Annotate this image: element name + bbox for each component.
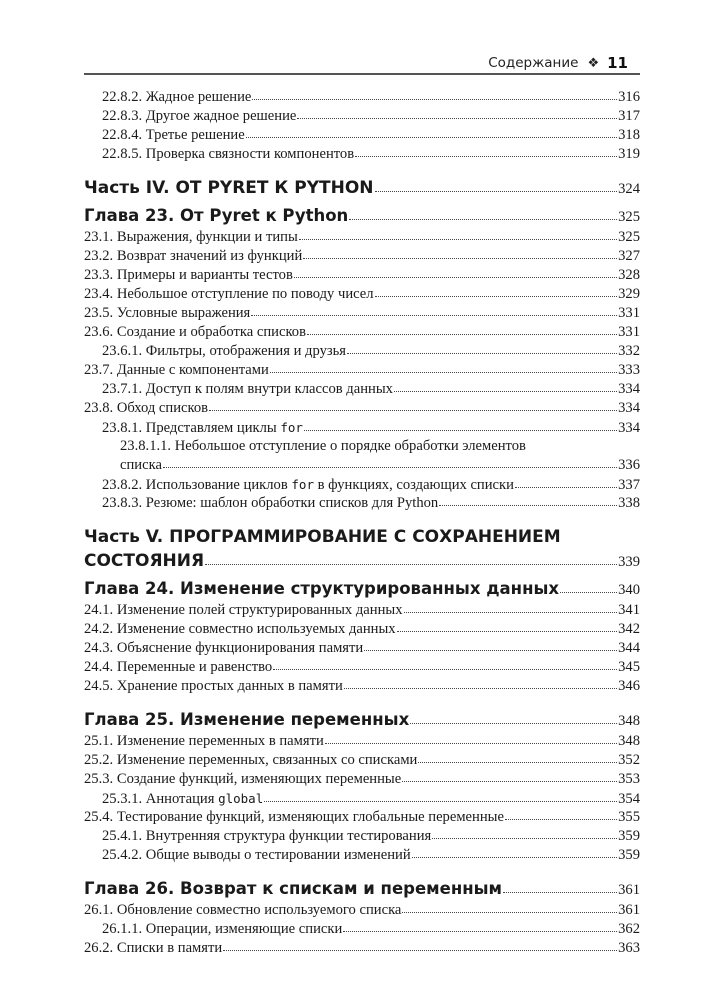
dot-leader	[402, 781, 617, 782]
dot-leader	[347, 353, 617, 354]
dot-leader	[560, 592, 617, 593]
entry-page: 355	[618, 809, 640, 825]
part-title: Часть IV. ОТ PYRET К PYTHON	[84, 178, 374, 198]
entry-title: 24.2. Изменение совместно используемых данных	[84, 621, 396, 637]
entry-title: 23.5. Условные выражения	[84, 305, 251, 321]
dot-leader	[375, 191, 618, 192]
entry-text: 23.8.1. Представляем циклы	[102, 420, 281, 436]
entry-page: 331	[618, 324, 640, 340]
dot-leader	[304, 430, 617, 431]
toc-entry[interactable]	[84, 732, 640, 751]
toc-entry[interactable]	[84, 475, 640, 494]
dot-leader	[343, 931, 617, 932]
toc-entry-line1[interactable]: 23.8.1.1. Небольшое отступление о порядке обработки элементов	[120, 438, 526, 454]
dot-leader	[251, 315, 617, 316]
entry-title: Проверка связности компонентов	[145, 146, 355, 162]
entry-page: 318	[618, 127, 640, 143]
dot-leader	[412, 857, 617, 858]
entry-text: 25.3.1. Аннотация	[102, 791, 219, 807]
entry-title: 23.2. Возврат значений из функций	[84, 248, 303, 264]
entry-title: 24.4. Переменные и равенство	[84, 659, 273, 675]
dot-leader	[397, 631, 618, 632]
dot-leader	[404, 612, 618, 613]
dot-leader	[375, 296, 618, 297]
entry-title: 24.1. Изменение полей структурированных данных	[84, 602, 403, 618]
entry-page: 341	[618, 602, 640, 618]
entry-page: 363	[618, 940, 640, 956]
dot-leader	[252, 99, 617, 100]
toc-entry[interactable]	[84, 126, 640, 145]
dot-leader	[299, 239, 617, 240]
toc-entry[interactable]	[84, 789, 640, 808]
toc-entry[interactable]	[84, 380, 640, 399]
entry-title: Другое жадное решение	[145, 108, 297, 124]
dot-leader	[209, 410, 617, 411]
toc-entry[interactable]	[84, 827, 640, 846]
entry-page: 340	[618, 582, 640, 598]
entry-page: 334	[618, 381, 640, 397]
entry-page: 348	[618, 713, 640, 729]
dot-leader	[402, 912, 617, 913]
dot-leader	[439, 505, 617, 506]
toc-entry[interactable]	[84, 285, 640, 304]
entry-page: 333	[618, 362, 640, 378]
toc-chapter-23[interactable]	[84, 204, 640, 228]
entry-page: 325	[618, 209, 640, 225]
toc-entry[interactable]	[84, 456, 640, 475]
entry-page: 346	[618, 678, 640, 694]
entry-page: 344	[618, 640, 640, 656]
toc-entry[interactable]	[84, 228, 640, 247]
toc-entry[interactable]	[84, 920, 640, 939]
entry-title: 25.4. Тестирование функций, изменяющих глобальные переменные	[84, 809, 504, 825]
dot-leader	[246, 137, 617, 138]
page-number: 11	[607, 54, 628, 72]
dot-leader	[355, 156, 617, 157]
chapter-title: Глава 24. Изменение структурированных данных	[84, 579, 560, 598]
entry-title: 25.1. Изменение переменных в памяти	[84, 733, 324, 749]
entry-title: Жадное решение	[145, 89, 252, 105]
entry-page: 325	[618, 229, 640, 245]
dot-leader	[294, 277, 617, 278]
code-keyword: for	[291, 477, 314, 492]
toc-entry[interactable]	[84, 639, 640, 658]
entry-page: 359	[618, 828, 640, 844]
entry-title: Третье решение	[145, 127, 245, 143]
entry-page: 337	[618, 477, 640, 493]
entry-title: 23.8.3. Резюме: шаблон обработки списков для Python	[102, 495, 439, 511]
entry-page: 361	[618, 882, 640, 898]
entry-page: 359	[618, 847, 640, 863]
entry-title: 23.4. Небольшое отступление по поводу чисел	[84, 286, 374, 302]
entry-title: 23.7.1. Доступ к полям внутри классов данных	[102, 381, 393, 397]
toc-entry[interactable]	[84, 88, 640, 107]
entry-page: 342	[618, 621, 640, 637]
dot-leader	[307, 334, 617, 335]
entry-title: 25.2. Изменение переменных, связанных со списками	[84, 752, 418, 768]
entry-number: 22.8.2.	[102, 89, 143, 105]
entry-page: 348	[618, 733, 640, 749]
entry-title	[102, 475, 514, 495]
entry-title: 26.2. Списки в памяти	[84, 940, 223, 956]
entry-number: 22.8.3.	[102, 108, 143, 124]
entry-title: 23.6. Создание и обработка списков	[84, 324, 306, 340]
entry-page: 327	[618, 248, 640, 264]
entry-number: 22.8.4.	[102, 127, 143, 143]
table-of-contents	[84, 88, 640, 958]
toc-entry[interactable]	[84, 494, 640, 513]
dot-leader	[163, 467, 617, 468]
entry-page: 345	[618, 659, 640, 675]
toc-entry[interactable]	[84, 658, 640, 677]
toc-part-4[interactable]	[84, 176, 640, 200]
dot-leader	[344, 688, 617, 689]
entry-page: 354	[618, 791, 640, 807]
entry-page: 334	[618, 400, 640, 416]
toc-part-5-line1[interactable]: Часть V. ПРОГРАММИРОВАНИЕ С СОХРАНЕНИЕМ	[84, 527, 561, 547]
code-keyword: for	[280, 420, 303, 435]
entry-page: 362	[618, 921, 640, 937]
entry-page: 317	[618, 108, 640, 124]
entry-page: 329	[618, 286, 640, 302]
entry-page: 361	[618, 902, 640, 918]
entry-title: 23.1. Выражения, функции и типы	[84, 229, 298, 245]
entry-title: 23.6.1. Фильтры, отображения и друзья	[102, 343, 347, 359]
entry-page: 328	[618, 267, 640, 283]
entry-page: 353	[618, 771, 640, 787]
toc-entry[interactable]	[84, 399, 640, 418]
entry-title: 25.3. Создание функций, изменяющих переменные	[84, 771, 402, 787]
entry-title: списка	[120, 457, 162, 473]
toc-entry[interactable]	[84, 107, 640, 126]
dot-leader	[303, 258, 617, 259]
toc-chapter-26[interactable]	[84, 877, 640, 901]
toc-entry[interactable]	[84, 601, 640, 620]
ornament-icon: ❖	[587, 55, 600, 71]
toc-entry[interactable]	[84, 361, 640, 380]
toc-chapter-24[interactable]	[84, 577, 640, 601]
entry-number: 22.8.5.	[102, 146, 143, 162]
dot-leader	[410, 723, 617, 724]
toc-entry[interactable]	[84, 323, 640, 342]
toc-entry[interactable]	[84, 901, 640, 920]
dot-leader	[223, 950, 617, 951]
entry-title	[102, 789, 263, 809]
dot-leader	[270, 372, 617, 373]
entry-page: 319	[618, 146, 640, 162]
toc-entry[interactable]	[84, 620, 640, 639]
entry-page: 316	[618, 89, 640, 105]
running-header-title: Содержание	[488, 55, 579, 71]
toc-entry[interactable]	[84, 808, 640, 827]
part-title: СОСТОЯНИЯ	[84, 551, 205, 571]
entry-title: 23.3. Примеры и варианты тестов	[84, 267, 293, 283]
entry-title: 26.1.1. Операции, изменяющие списки	[102, 921, 343, 937]
dot-leader	[349, 219, 617, 220]
header-rule	[84, 73, 640, 75]
toc-entry[interactable]	[84, 266, 640, 285]
entry-title	[102, 418, 303, 438]
entry-title: 26.1. Обновление совместно используемого списка	[84, 902, 402, 918]
dot-leader	[432, 838, 617, 839]
entry-text: 23.8.2. Использование циклов	[102, 477, 292, 493]
dot-leader	[264, 801, 617, 802]
chapter-title: Глава 23. От Pyret к Python	[84, 206, 349, 225]
entry-page: 339	[618, 554, 640, 570]
entry-page: 324	[618, 181, 640, 197]
dot-leader	[505, 819, 617, 820]
toc-chapter-25[interactable]	[84, 708, 640, 732]
entry-page: 334	[618, 420, 640, 436]
chapter-title: Глава 25. Изменение переменных	[84, 710, 410, 729]
dot-leader	[394, 391, 617, 392]
dot-leader	[297, 118, 617, 119]
entry-title: 25.4.1. Внутренняя структура функции тестирования	[102, 828, 432, 844]
toc-entry[interactable]	[84, 145, 640, 164]
entry-page: 336	[618, 457, 640, 473]
toc-entry[interactable]	[84, 751, 640, 770]
dot-leader	[205, 564, 617, 565]
entry-title: 23.8. Обход списков	[84, 400, 209, 416]
entry-page: 338	[618, 495, 640, 511]
dot-leader	[364, 650, 617, 651]
entry-page: 332	[618, 343, 640, 359]
entry-title: 25.4.2. Общие выводы о тестировании изменений	[102, 847, 411, 863]
dot-leader	[325, 743, 617, 744]
toc-entry[interactable]	[84, 846, 640, 865]
entry-page: 352	[618, 752, 640, 768]
entry-title: 23.7. Данные с компонентами	[84, 362, 269, 378]
chapter-title: Глава 26. Возврат к спискам и переменным	[84, 879, 503, 898]
toc-entry[interactable]	[84, 247, 640, 266]
code-keyword: global	[218, 791, 264, 806]
toc-entry[interactable]	[84, 342, 640, 361]
toc-entry[interactable]	[84, 304, 640, 323]
dot-leader	[418, 762, 617, 763]
entry-text: в функциях, создающих списки	[313, 477, 514, 493]
toc-entry[interactable]	[84, 939, 640, 958]
entry-page: 331	[618, 305, 640, 321]
toc-entry[interactable]	[84, 677, 640, 696]
running-header	[84, 52, 640, 74]
entry-title: 24.3. Объяснение функционирования памяти	[84, 640, 364, 656]
toc-entry[interactable]	[84, 418, 640, 437]
toc-entry[interactable]	[84, 770, 640, 789]
dot-leader	[273, 669, 617, 670]
dot-leader	[515, 487, 617, 488]
dot-leader	[503, 892, 617, 893]
entry-title: 24.5. Хранение простых данных в памяти	[84, 678, 343, 694]
toc-part-5[interactable]	[84, 549, 640, 573]
